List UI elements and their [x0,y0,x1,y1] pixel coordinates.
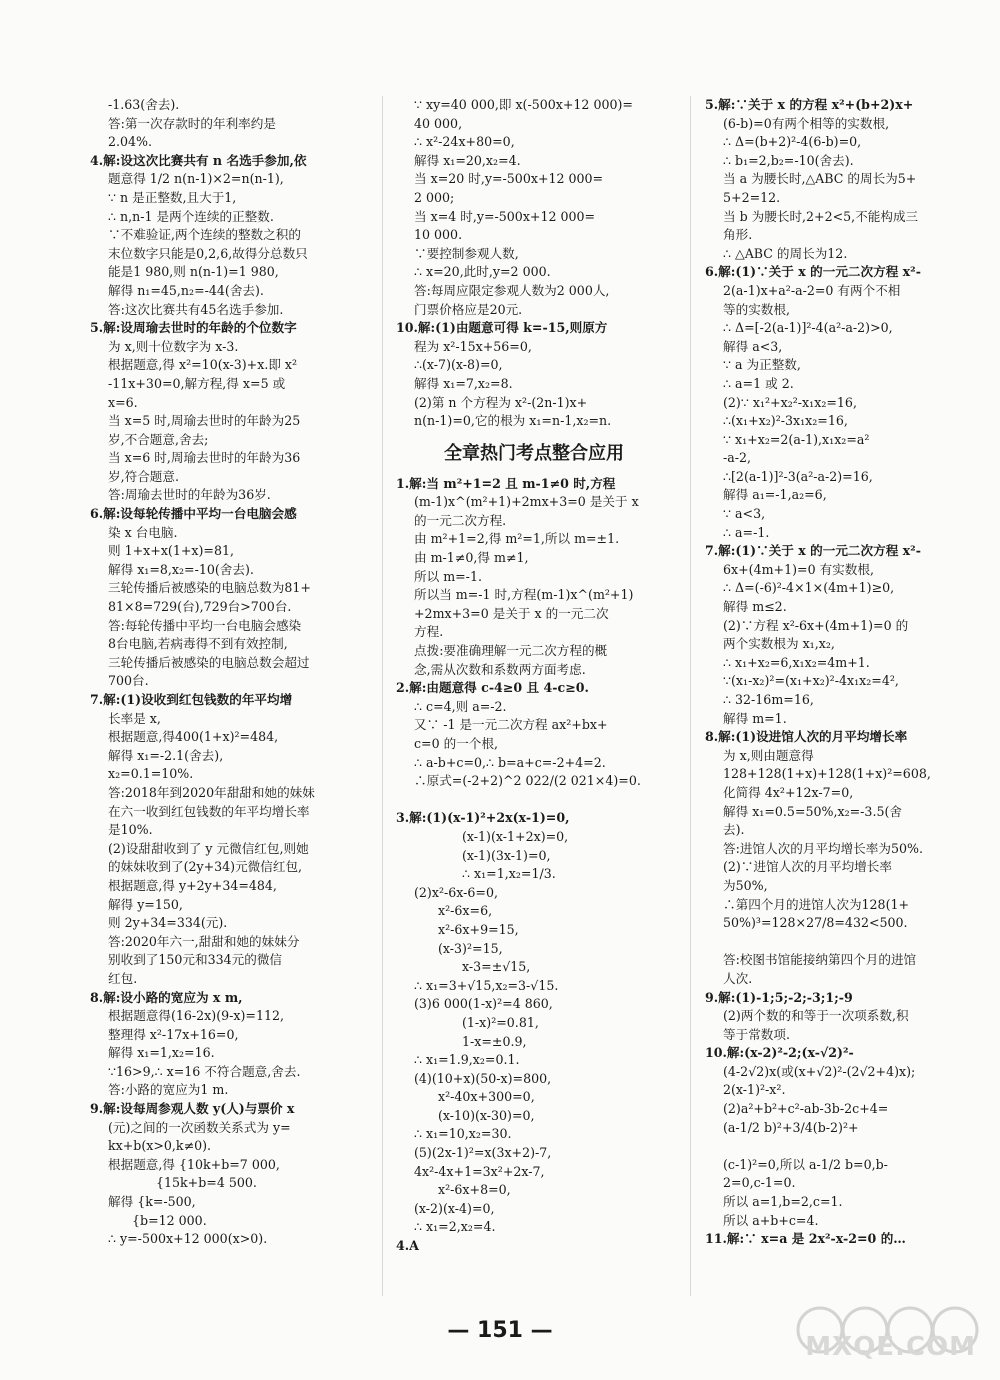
answer-line: 解得 x₁=0.5=50%,x₂=-3.5(舍 [723,803,902,819]
answer-line: 答:这次比赛共有45名选手参加. [108,301,284,317]
answer-line: (m-1)x^(m²+1)+2mx+3=0 是关于 x [414,494,639,510]
answer-line: ∴[2(a-1)]²-3(a²-a-2)=16, [723,468,873,484]
answer-line: 根据题意,得400(1+x)²=484, [108,729,279,745]
answer-line: 解得 a<3, [723,338,783,354]
answer-line: 末位数字只能是0,2,6,故得分总数只 [108,245,308,261]
answer-line: ∵ n 是正整数,且大于1, [108,189,237,205]
answer-line: 红包. [108,970,138,986]
answer-line: 4.解:设这次比赛共有 n 名选手参加,依 [90,152,307,168]
answer-column-2 [396,96,672,1256]
answer-line: 4x²-4x+1=3x²+2x-7, [414,1163,545,1179]
answer-line: 根据题意,得 {10k+b=7 000, [108,1156,280,1172]
answer-line: ∴ a-b+c=0,∴ b=a+c=-2+4=2. [414,754,606,770]
answer-line: ∴ x=20,此时,y=2 000. [414,264,551,280]
answer-line: ∵ a 为正整数, [723,357,801,373]
answer-line: 根据题意得(16-2x)(9-x)=112, [108,1008,284,1024]
answer-line: 2(a-1)x+a²-a-2=0 有两个不相 [723,282,901,298]
answer-line: (1-x)²=0.81, [462,1014,539,1030]
answer-line: 10 000. [414,227,463,243]
answer-line: 解得 a₁=-1,a₂=6, [723,487,827,503]
answer-line: ∴第四个月的进馆人次为128(1+ [723,896,910,912]
answer-line: ∴原式=(-2+2)^2 022/(2 021×4)=0. [414,773,641,789]
answer-line: ∴ b₁=2,b₂=-10(舍去). [723,152,854,168]
answer-line: {15k+b=4 500. [156,1175,257,1191]
column-divider-2 [690,96,691,1296]
answer-line: 岁,不合题意,舍去; [108,431,209,447]
answer-line: 当 a 为腰长时,△ABC 的周长为5+ [723,171,917,187]
answer-line: (3)6 000(1-x)²=4 860, [414,996,553,1012]
answer-line: 根据题意,得 y+2y+34=484, [108,877,277,893]
answer-line: x²-6x=6, [438,903,493,919]
answer-line: (x-1)(x-1+2x)=0, [462,828,569,844]
answer-line: ∴ n,n-1 是两个连续的正整数. [108,208,274,224]
answer-line: 解得 x₁=1,x₂=16. [108,1045,215,1061]
answer-line: 当 b 为腰长时,2+2<5,不能构成三 [723,208,919,224]
answer-line: ∴ c=4,则 a=-2. [414,698,507,714]
answer-line: 9.解:设每周参观人数 y(人)与票价 x [90,1101,295,1117]
answer-line: 根据题意,得 x²=10(x-3)+x.即 x² [108,357,298,373]
answer-line: ∵16>9,∴ x=16 不符合题意,舍去. [108,1063,301,1079]
answer-line: 答:2018年到2020年甜甜和她的妹妹 [108,784,315,800]
answer-line: 别收到了150元和334元的微信 [108,952,283,968]
answer-line: 3.解:(1)(x-1)²+2x(x-1)=0, [396,810,570,826]
answer-line: 当 x=4 时,y=-500x+12 000= [414,208,596,224]
answer-line: (a-1/2 b)²+3/4(b-2)²+ [723,1119,859,1135]
answer-line: 念,需从次数和系数两方面考虑. [414,661,586,677]
answer-line: 6.解:(1)∵关于 x 的一元二次方程 x²- [705,264,921,280]
answer-line: 1-x=±0.9, [462,1033,527,1049]
answer-line: 10.解:(x-2)²-2;(x-√2)²- [705,1045,854,1061]
answer-line: ∵ a<3, [723,506,766,522]
answer-line: 程为 x²-15x+56=0, [414,338,532,354]
answer-line: 11.解:∵ x=a 是 2x²-x-2=0 的… [705,1231,906,1247]
answer-line: -1.63(舍去). [108,97,180,112]
answer-line: ∴ y=-500x+12 000(x>0). [108,1231,268,1247]
answer-line: 当 x=5 时,周瑜去世时的年龄为25 [108,413,301,429]
answer-line: ∵不难验证,两个连续的整数之积的 [108,227,301,243]
answer-line: 当 x=6 时,周瑜去世时的年龄为36 [108,450,301,466]
answer-line: n(n-1)=0,它的根为 x₁=n-1,x₂=n. [414,413,612,429]
answer-line: ∴(x₁+x₂)²-3x₁x₂=16, [723,413,848,429]
answer-line: ∴ x₁=3+√15,x₂=3-√15. [414,977,559,993]
answer-line: 7.解:(1)∵关于 x 的一元二次方程 x²- [705,543,921,559]
answer-line: ∴(x-7)(x-8)=0, [414,357,503,373]
answer-line: (x-2)(x-4)=0, [414,1200,495,1216]
answer-line: 的一元二次方程. [414,512,507,528]
answer-line: (c-1)²=0,所以 a-1/2 b=0,b- [723,1156,888,1172]
answer-line: 等于常数项. [723,1026,790,1042]
answer-line: 去). [723,822,745,838]
answer-line: 81×8=729(台),729台>700台. [108,599,292,615]
answer-line: 化简得 4x²+12x-7=0, [723,784,854,800]
answer-line: 解得 n₁=45,n₂=-44(舍去). [108,282,264,298]
answer-line: x²-40x+300=0, [438,1089,535,1105]
answer-line: 门票价格应是20元. [414,301,523,317]
answer-line: 在六一收到红包钱数的年平均增长率 [108,803,310,819]
answer-line: (2)第 n 个方程为 x²-(2n-1)x+ [414,394,588,410]
answer-line: {b=12 000. [132,1212,207,1228]
answer-line: 2.解:由题意得 c-4≥0 且 4-c≥0. [396,680,589,696]
answer-line: 两个实数根为 x₁,x₂, [723,636,835,652]
answer-line: 5.解:∵关于 x 的方程 x²+(b+2)x+ [705,97,914,112]
answer-line: 为 x,则十位数字为 x-3. [108,338,239,354]
answer-line: 2 000; [414,189,455,205]
answer-line: 50%)³=128×27/8=432<500. [723,915,908,931]
answer-line: ∴ x₁=10,x₂=30. [414,1126,512,1142]
answer-line: 40 000, [414,115,463,131]
answer-line: 解得 {k=-500, [108,1194,196,1210]
answer-line: 所以当 m=-1 时,方程(m-1)x^(m²+1) [414,587,634,603]
answer-line [705,933,985,952]
answer-line: (2)∵ x₁²+x₂²-x₁x₂=16, [723,394,857,410]
answer-column-1 [90,96,366,1249]
column-divider-1 [382,96,383,1296]
answer-line: 解得 x₁=7,x₂=8. [414,375,513,391]
answer-line: x=6. [108,394,138,410]
answer-line: 2(x-1)²-x². [723,1082,786,1098]
answer-line: (4-2√2)x(或(x+√2)²-(2√2+4)x); [723,1063,916,1079]
answer-line: 三轮传播后被感染的电脑总数为81+ [108,580,311,596]
answer-line: 解得 x₁=20,x₂=4. [414,152,521,168]
answer-line: ∴ x₁+x₂=6,x₁x₂=4m+1. [723,654,870,670]
answer-line: 128+128(1+x)+128(1+x)²=608, [723,766,931,782]
answer-line: 答:进馆人次的月平均增长率为50%. [723,840,923,856]
answer-line: ∴ x₁=1,x₂=1/3. [462,866,556,882]
answer-line: ∴ a=1 或 2. [723,375,794,391]
answer-line: 由 m²+1=2,得 m²=1,所以 m=±1. [414,531,620,547]
answer-line [705,1137,985,1156]
answer-line: x²-6x+9=15, [438,921,519,937]
answer-line: 三轮传播后被感染的电脑总数会超过 [108,654,310,670]
answer-line: (2)x²-6x-6=0, [414,884,498,900]
answer-line: (4)(10+x)(50-x)=800, [414,1070,552,1086]
answer-line: 8.解:设小路的宽应为 x m, [90,989,243,1005]
answer-line: 8台电脑,若病毒得不到有效控制, [108,636,288,652]
answer-line: -a-2, [723,450,752,466]
answer-line: 4.A [396,1238,419,1254]
answer-line: 长率是 x, [108,710,161,726]
answer-line: (元)之间的一次函数关系式为 y= [108,1119,291,1135]
answer-line: ∴ 32-16m=16, [723,692,814,707]
answer-line: 当 x=20 时,y=-500x+12 000= [414,171,604,187]
answer-line: (5)(2x-1)²=x(3x+2)-7, [414,1145,552,1161]
answer-line: ∵ xy=40 000,即 x(-500x+12 000)= [414,97,633,112]
answer-line: 由 m-1≠0,得 m≠1, [414,550,529,566]
answer-line: 2=0,c-1=0. [723,1175,796,1191]
answer-line: 人次. [723,970,753,986]
answer-line: 700台. [108,673,149,689]
answer-line: 则 2y+34=334(元). [108,915,228,931]
answer-line: ∴ a=-1. [723,524,770,540]
watermark-text: MXQE.COM [805,1332,976,1362]
answer-line: (2)两个数的和等于一次项系数,积 [723,1008,909,1024]
answer-line: ∴ x₁=1.9,x₂=0.1. [414,1052,520,1068]
answer-line: 解得 y=150, [108,896,183,912]
answer-line: 10.解:(1)由题意可得 k=-15,则原方 [396,320,608,336]
answer-line: 答:小路的宽应为1 m. [108,1082,229,1098]
answer-line: 答:校图书馆能接纳第四个月的进馆 [723,952,917,968]
answer-line: x₂=0.1=10%. [108,766,194,782]
answer-line: 6.解:设每轮传播中平均一台电脑会感 [90,506,297,522]
answer-line: 角形. [723,227,753,243]
answer-line: c=0 的一个根, [414,736,498,751]
answer-line: 方程. [414,624,444,640]
answer-line: ∵(x₁-x₂)²=(x₁+x₂)²-4x₁x₂=4², [723,673,899,689]
answer-line: (2)∵进馆人次的月平均增长率 [723,859,892,875]
answer-line: 的妹妹收到了(2y+34)元微信红包, [108,859,303,875]
answer-line: (2)设甜甜收到了 y 元微信红包,则她 [108,840,309,856]
watermark-logo [780,1300,990,1370]
answer-line: x²-6x+8=0, [438,1182,511,1198]
answer-line: 所以 a=1,b=2,c=1. [723,1194,843,1210]
answer-line: -11x+30=0,解方程,得 x=5 或 [108,375,286,391]
answer-line: ∴ Δ=[-2(a-1)]²-4(a²-a-2)>0, [723,320,893,336]
answer-line: 解得 x₁=8,x₂=-10(舍去). [108,561,254,577]
section-title: 全章热门考点整合应用 [444,442,624,464]
answer-line: (x-3)²=15, [438,940,503,956]
answer-line: 所以 m=-1. [414,568,482,584]
page-number: — 151 — [447,1318,553,1343]
answer-line: 解得 m=1. [723,710,787,726]
answer-line: 岁,符合题意. [108,468,179,484]
answer-line: ∴ Δ=(b+2)²-4(6-b)=0, [723,134,862,150]
answer-line: 答:2020年六一,甜甜和她的妹妹分 [108,933,300,949]
answer-line: 整理得 x²-17x+16=0, [108,1026,239,1042]
answer-line: (6-b)=0有两个相等的实数根, [723,115,890,131]
answer-line: 答:周瑜去世时的年龄为36岁. [108,487,271,503]
answer-line: 所以 a+b+c=4. [723,1212,819,1228]
answer-line: +2mx+3=0 是关于 x 的一元二次 [414,605,609,621]
answer-line: 则 1+x+x(1+x)=81, [108,543,234,559]
answer-line: 等的实数根, [723,301,790,317]
answer-column-3 [705,96,985,1249]
answer-line: 8.解:(1)设进馆人次的月平均增长率 [705,729,908,745]
answer-line: 答:每轮传播中平均一台电脑会感染 [108,617,302,633]
answer-line: 1.解:当 m²+1=2 且 m-1≠0 时,方程 [396,475,616,491]
answer-line: ∴ x₁=2,x₂=4. [414,1219,496,1235]
answer-line: ∴ x²-24x+80=0, [414,134,515,150]
answer-line: 解得 x₁=-2.1(舍去), [108,747,224,763]
answer-line: 答:每周应限定参观人数为2 000人, [414,282,610,298]
answer-line: 6x+(4m+1)=0 有实数根, [723,561,874,577]
answer-line: kx+b(x>0,k≠0). [108,1138,212,1154]
answer-line: ∴ △ABC 的周长为12. [723,245,848,261]
answer-line: ∵要控制参观人数, [414,245,519,261]
answer-line: 为50%, [723,877,768,893]
answer-line: 点拨:要准确理解一元二次方程的概 [414,643,608,659]
answer-line: x-3=±√15, [462,959,531,975]
answer-line: 2.04%. [108,134,153,150]
answer-line: 5.解:设周瑜去世时的年龄的个位数字 [90,320,297,336]
answer-line: 答:第一次存款时的年利率约是 [108,115,276,131]
answer-line: 解得 m≤2. [723,599,787,615]
answer-line: (x-10)(x-30)=0, [438,1107,535,1123]
answer-line [396,791,672,810]
answer-line: 7.解:(1)设收到红包钱数的年平均增 [90,692,293,707]
answer-line: 染 x 台电脑. [108,524,178,540]
answer-line: 又∵ -1 是一元二次方程 ax²+bx+ [414,717,608,733]
answer-line: 为 x,则由题意得 [723,747,814,763]
answer-line: (2)a²+b²+c²-ab-3b-2c+4= [723,1101,889,1117]
answer-line: 9.解:(1)-1;5;-2;-3;1;-9 [705,989,853,1005]
answer-line: (x-1)(3x-1)=0, [462,847,551,863]
answer-line: ∵ x₁+x₂=2(a-1),x₁x₂=a² [723,431,870,447]
answer-line: 是10%. [108,822,153,838]
answer-line: 题意得 1/2 n(n-1)×2=n(n-1), [108,171,284,187]
answer-line: 能是1 980,则 n(n-1)=1 980, [108,264,279,280]
answer-line: ∴ Δ=(-6)²-4×1×(4m+1)≥0, [723,580,895,596]
answer-line: 5+2=12. [723,189,781,205]
answer-line: (2)∵方程 x²-6x+(4m+1)=0 的 [723,617,909,633]
